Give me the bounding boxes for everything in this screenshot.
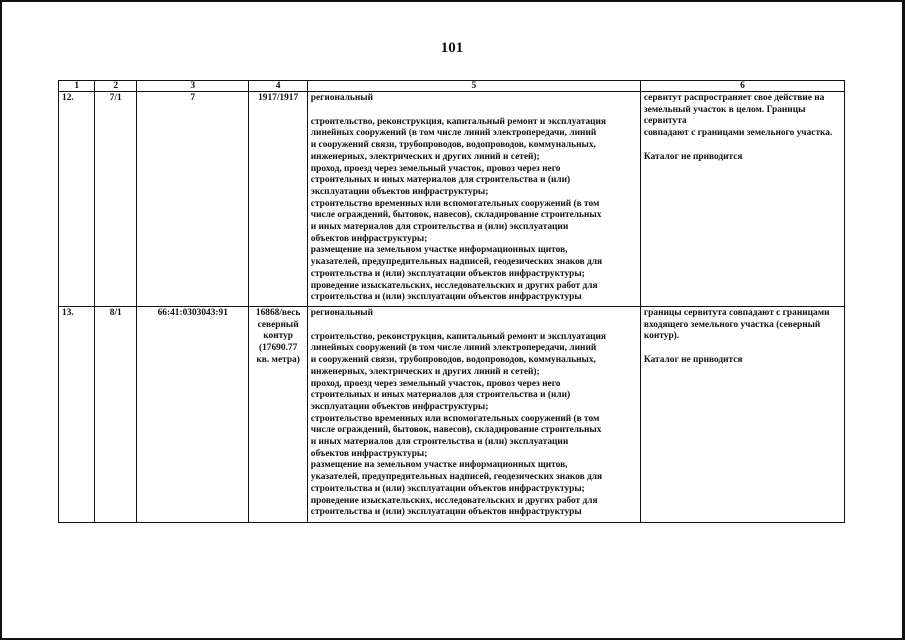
parcel-id-cell: 7	[137, 92, 249, 307]
boundary-cell	[640, 307, 844, 523]
purpose-line: и иных материалов для строительства и (или) эксплуатации	[310, 437, 569, 448]
servitude-table	[58, 80, 845, 523]
zone-type-label: региональный	[310, 308, 374, 318]
purpose-line: размещение на земельном участке информационных щитов,	[310, 460, 568, 471]
spacer	[644, 343, 841, 355]
area-cell	[249, 307, 307, 523]
purpose-line: строительства и (или) эксплуатации объектов инфраструктуры;	[310, 483, 585, 494]
purpose-line: строительства и (или) эксплуатации объектов инфраструктуры	[310, 507, 582, 518]
purpose-line: строительство временных или вспомогательных сооружений (в том	[310, 198, 600, 209]
column-header-3: 3	[137, 81, 249, 92]
boundary-line: земельный участок в целом. Границы сервитута	[643, 104, 806, 127]
purpose-line: указателей, предупредительных надписей, геодезических знаков для	[310, 257, 603, 268]
purpose-line: объектов инфраструктуры;	[310, 448, 428, 459]
purpose-line: проход, проезд через земельный участок, провоз через него	[310, 163, 561, 174]
row-number-cell: 13.	[59, 307, 95, 523]
zone-number-cell: 8/1	[95, 307, 137, 523]
area-line: контур	[263, 331, 293, 342]
purpose-line: строительных и иных материалов для строительства и (или)	[310, 175, 571, 186]
purpose-line: размещение на земельном участке информационных щитов,	[310, 245, 568, 256]
purpose-line: строительство, реконструкция, капитальный ремонт и эксплуатация	[310, 116, 607, 127]
boundary-line: контур).	[643, 331, 680, 342]
purpose-line: инженерных, электрических и других линий и сетей);	[310, 366, 540, 377]
column-header-5: 5	[307, 81, 640, 92]
zone-number-cell: 7/1	[95, 92, 137, 307]
area-line: северный	[257, 319, 299, 330]
purpose-line: проход, проезд через земельный участок, провоз через него	[310, 378, 561, 389]
row-number-cell: 12.	[59, 92, 95, 307]
purpose-line: и иных материалов для строительства и (или) эксплуатации	[310, 222, 569, 233]
header-row	[59, 81, 845, 92]
purpose-line: линейных сооружений (в том числе линий электропередачи, линий	[310, 343, 597, 354]
area-line: 16868/весь	[255, 308, 301, 318]
purpose-line: числе ограждений, бытовок, навесов), складирование строительных	[310, 425, 602, 436]
column-header-6: 6	[640, 81, 844, 92]
purpose-line: и сооружений связи, трубопроводов, водопроводов, коммунальных,	[310, 355, 596, 366]
purpose-line: инженерных, электрических и других линий и сетей);	[310, 151, 540, 162]
column-header-2: 2	[95, 81, 137, 92]
area-line: кв. метра)	[256, 354, 300, 365]
purpose-line: проведение изыскательских, исследовательских и других работ для	[310, 280, 598, 291]
boundary-line: границы сервитута совпадают с границами	[643, 308, 830, 318]
column-header-1: 1	[59, 81, 95, 92]
purpose-line: указателей, предупредительных надписей, геодезических знаков для	[310, 472, 603, 483]
purpose-line: эксплуатации объектов инфраструктуры;	[310, 186, 489, 197]
purpose-line: строительства и (или) эксплуатации объектов инфраструктуры;	[310, 268, 585, 279]
purpose-line: и сооружений связи, трубопроводов, водопроводов, коммунальных,	[310, 140, 596, 151]
purpose-line: объектов инфраструктуры;	[310, 233, 428, 244]
purpose-cell	[307, 92, 640, 307]
boundary-line: сервитут распространяет свое действие на	[643, 93, 825, 103]
table-row	[59, 92, 845, 307]
purpose-line: эксплуатации объектов инфраструктуры;	[310, 401, 489, 412]
purpose-line: числе ограждений, бытовок, навесов), складирование строительных	[310, 210, 602, 221]
parcel-id-cell: 66:41:0303043:91	[137, 307, 249, 523]
table-row	[59, 307, 845, 523]
boundary-line: совпадают с границами земельного участка.	[643, 128, 833, 139]
area-cell: 1917/1917	[249, 92, 307, 307]
purpose-line: проведение изыскательских, исследовательских и других работ для	[310, 495, 598, 506]
page-number: 101	[440, 40, 464, 56]
purpose-line: строительство временных или вспомогательных сооружений (в том	[310, 413, 600, 424]
purpose-cell	[307, 307, 640, 523]
column-header-4: 4	[249, 81, 307, 92]
area-line: (17690.77	[258, 343, 298, 354]
purpose-line: строительных и иных материалов для строительства и (или)	[310, 390, 571, 401]
purpose-line: линейных сооружений (в том числе линий электропередачи, линий	[310, 128, 597, 139]
purpose-line: строительство, реконструкция, капитальный ремонт и эксплуатация	[310, 331, 607, 342]
boundary-cell	[640, 92, 844, 307]
spacer	[644, 140, 841, 152]
zone-type-label: региональный	[310, 93, 374, 103]
catalog-note: Каталог не приводится	[643, 354, 743, 365]
purpose-line: строительства и (или) эксплуатации объектов инфраструктуры	[310, 292, 582, 303]
catalog-note: Каталог не приводится	[643, 151, 743, 162]
boundary-line: входящего земельного участка (северный	[643, 319, 821, 330]
